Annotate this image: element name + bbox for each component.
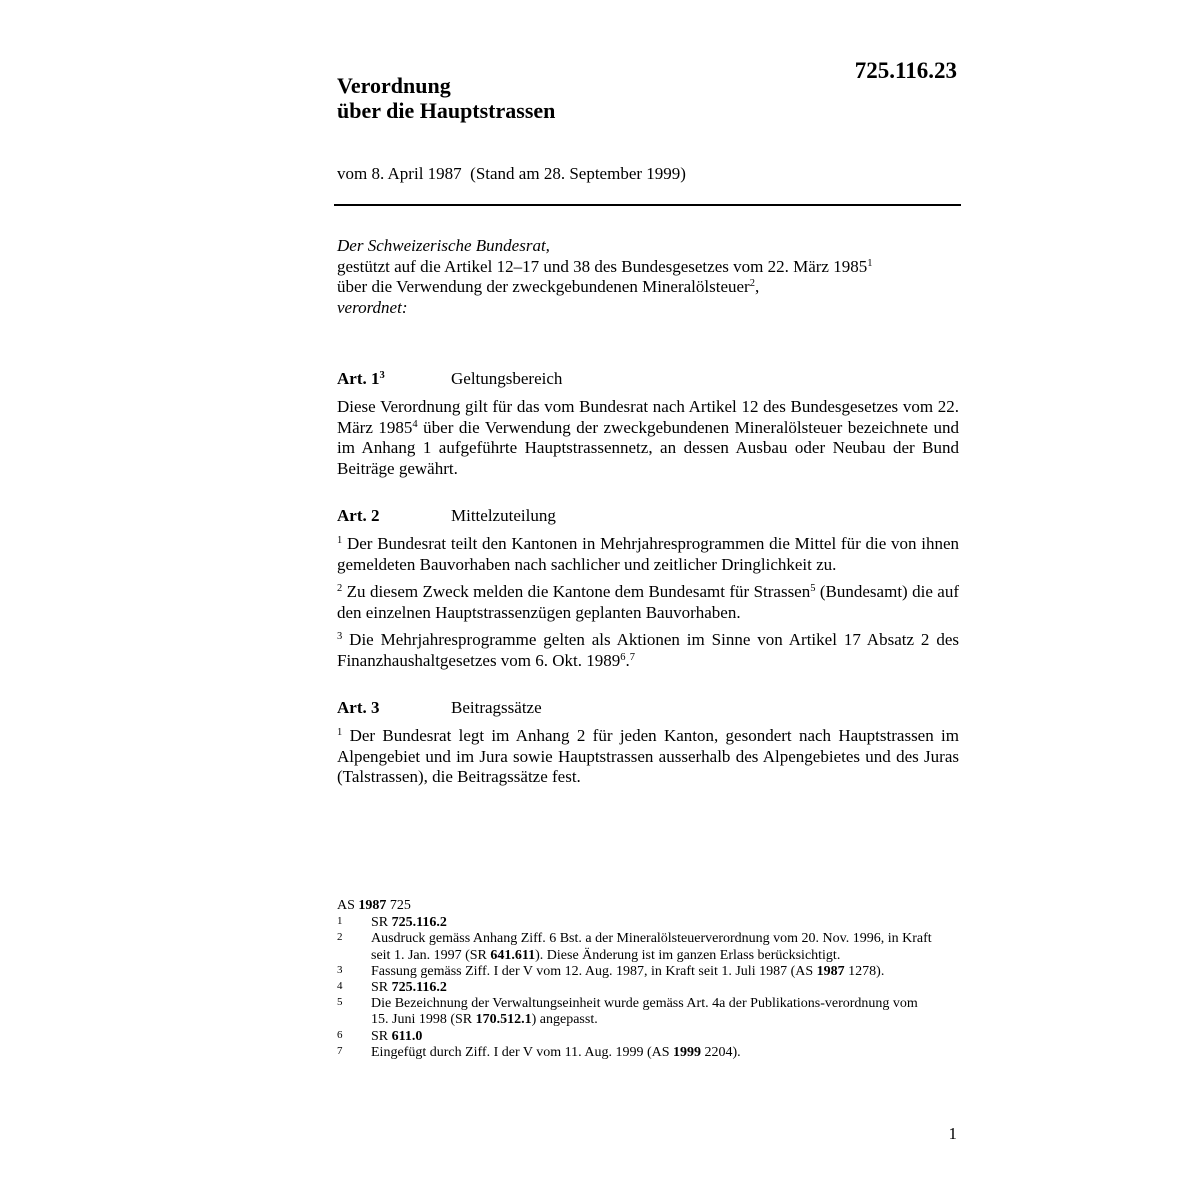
footnote-2 (337, 931, 937, 963)
preamble-basis (337, 257, 959, 298)
article-1-heading: Geltungsbereich (451, 369, 563, 388)
title-line-1: Verordnung (337, 73, 451, 98)
article-3-heading: Beitragssätze (451, 698, 542, 717)
footnote-text: Die Bezeichnung der Verwaltungseinheit wurde gemäss Art. 4a der Publikations-verordnung vom 15. Juni 1998 (SR 170.512.1) angepasst. (371, 996, 918, 1028)
footnote-number: 5 (337, 996, 343, 1009)
article-3-number: Art. 3 (337, 698, 380, 717)
article-1-header (337, 369, 959, 390)
footnote-number: 1 (337, 915, 343, 928)
footnote-text: SR 725.116.2 (371, 915, 447, 931)
preamble-basis-text-3: , (754, 277, 760, 296)
paragraph-number: 3 (337, 631, 343, 642)
footnote-text: Eingefügt durch Ziff. I der V vom 11. Aug. 1999 (AS 1999 2204). (371, 1044, 741, 1060)
footnote-ref-5[interactable]: 5 (810, 583, 816, 594)
date-line: vom 8. April 1987 (Stand am 28. September 1999) (337, 164, 686, 183)
paragraph-number: 1 (337, 535, 343, 546)
article-2-paragraph-2: $^2$ Zu diesem Zweck melden die Kantone dem Bundesamt für Strassen$^5$ (Bundesamt) die auf den einzelnen Hauptstrassenzügen geplanten Bauvorhaben. (337, 582, 959, 622)
footnote-text: SR 725.116.2 (371, 980, 447, 996)
preamble-basis-text-2: über die Verwendung der zweckgebundenen Mineralölsteuer (337, 277, 750, 296)
footnote-1 (337, 915, 937, 931)
footnote-4 (337, 980, 937, 996)
article-1 (337, 369, 959, 479)
footnote-ref-6[interactable]: 6 (620, 651, 626, 663)
article-2-paragraph-3: $^3$ Die Mehrjahresprogramme gelten als Aktionen im Sinne von Artikel 17 Absatz 2 des Finanzhaushaltgesetzes vom 6. Okt. 1989$^6$.$^7$ (337, 630, 959, 670)
article-2-paragraph-1: $^1$ Der Bundesrat teilt den Kantonen in Mehrjahresprogrammen die Mittel für die von ihnen gemeldeten Bauvorhaben nach sachlicher und zeitlicher Dringlichkeit zu. (337, 534, 959, 574)
article-1-number: Art. $1^3$ (337, 369, 385, 388)
footnote-ref-1[interactable]: 1 (867, 257, 873, 269)
article-2-number: Art. 2 (337, 506, 380, 525)
preamble (337, 236, 959, 318)
footnote-3 (337, 964, 937, 980)
footnote-6 (337, 1029, 937, 1045)
footnote-ref-3[interactable]: 3 (379, 370, 385, 381)
document-title (337, 73, 555, 123)
footnote-5 (337, 996, 937, 1028)
article-3-header (337, 698, 959, 719)
footnote-number: 7 (337, 1044, 343, 1057)
article-2-header (337, 506, 959, 527)
preamble-authority: Der Schweizerische Bundesrat, (337, 236, 550, 255)
footnote-7 (337, 1045, 937, 1061)
preamble-decrees: verordnet: (337, 297, 408, 317)
footnote-ref-4[interactable]: 4 (412, 418, 418, 430)
footnote-text: SR 611.0 (371, 1028, 423, 1044)
article-3 (337, 698, 959, 788)
paragraph-number: 2 (337, 583, 343, 594)
footnote-ref-2[interactable]: 2 (749, 278, 755, 289)
footnote-number: 6 (337, 1028, 343, 1041)
footnote-as-reference: AS 1987 725 (337, 898, 411, 913)
footnote-number: 3 (337, 963, 343, 976)
footnote-number: 2 (337, 931, 343, 944)
title-line-2: über die Hauptstrassen (337, 98, 556, 123)
paragraph-number: 1 (337, 727, 343, 738)
footnote-text: Fassung gemäss Ziff. I der V vom 12. Aug. 1987, in Kraft seit 1. Juli 1987 (AS 1987 1278). (371, 963, 885, 979)
footnote-ref-7[interactable]: 7 (629, 651, 636, 663)
header-divider (334, 204, 961, 206)
articles (337, 369, 959, 815)
footnotes (337, 898, 937, 1061)
article-1-paragraph: Diese Verordnung gilt für das vom Bundesrat nach Artikel 12 des Bundesgesetzes vom 22. März 1985$^4$ über die Verwendung der zweckgebundenen Mineralölsteuer bezeichnete und im Anhang 1 aufgeführte Hauptstrassennetz, an dessen Ausbau oder Neubau der Bund Beiträge gewährt. (337, 397, 959, 478)
footnote-text: Ausdruck gemäss Anhang Ziff. 6 Bst. a der Mineralölsteuerverordnung vom 20. Nov. 1996, in Kraft seit 1. Jan. 1997 (SR 641.611). Diese Änderung ist im ganzen Erlass berücksichtigt. (371, 931, 932, 963)
article-3-paragraph-1: $^1$ Der Bundesrat legt im Anhang 2 für jeden Kanton, gesondert nach Hauptstrassen im Alpengebiet und im Jura sowie Hauptstrassen ausserhalb des Alpengebietes und des Juras (Talstrassen), die Beitragssätze fest. (337, 726, 959, 786)
page-number: 1 (948, 1124, 957, 1143)
article-2-heading: Mittelzuteilung (451, 506, 556, 525)
sr-number: 725.116.23 (854, 58, 957, 83)
preamble-basis-text-1: gestützt auf die Artikel 12–17 und 38 des Bundesgesetzes vom 22. März 1985 (337, 256, 868, 276)
footnote-number: 4 (337, 980, 343, 993)
article-2 (337, 506, 959, 671)
